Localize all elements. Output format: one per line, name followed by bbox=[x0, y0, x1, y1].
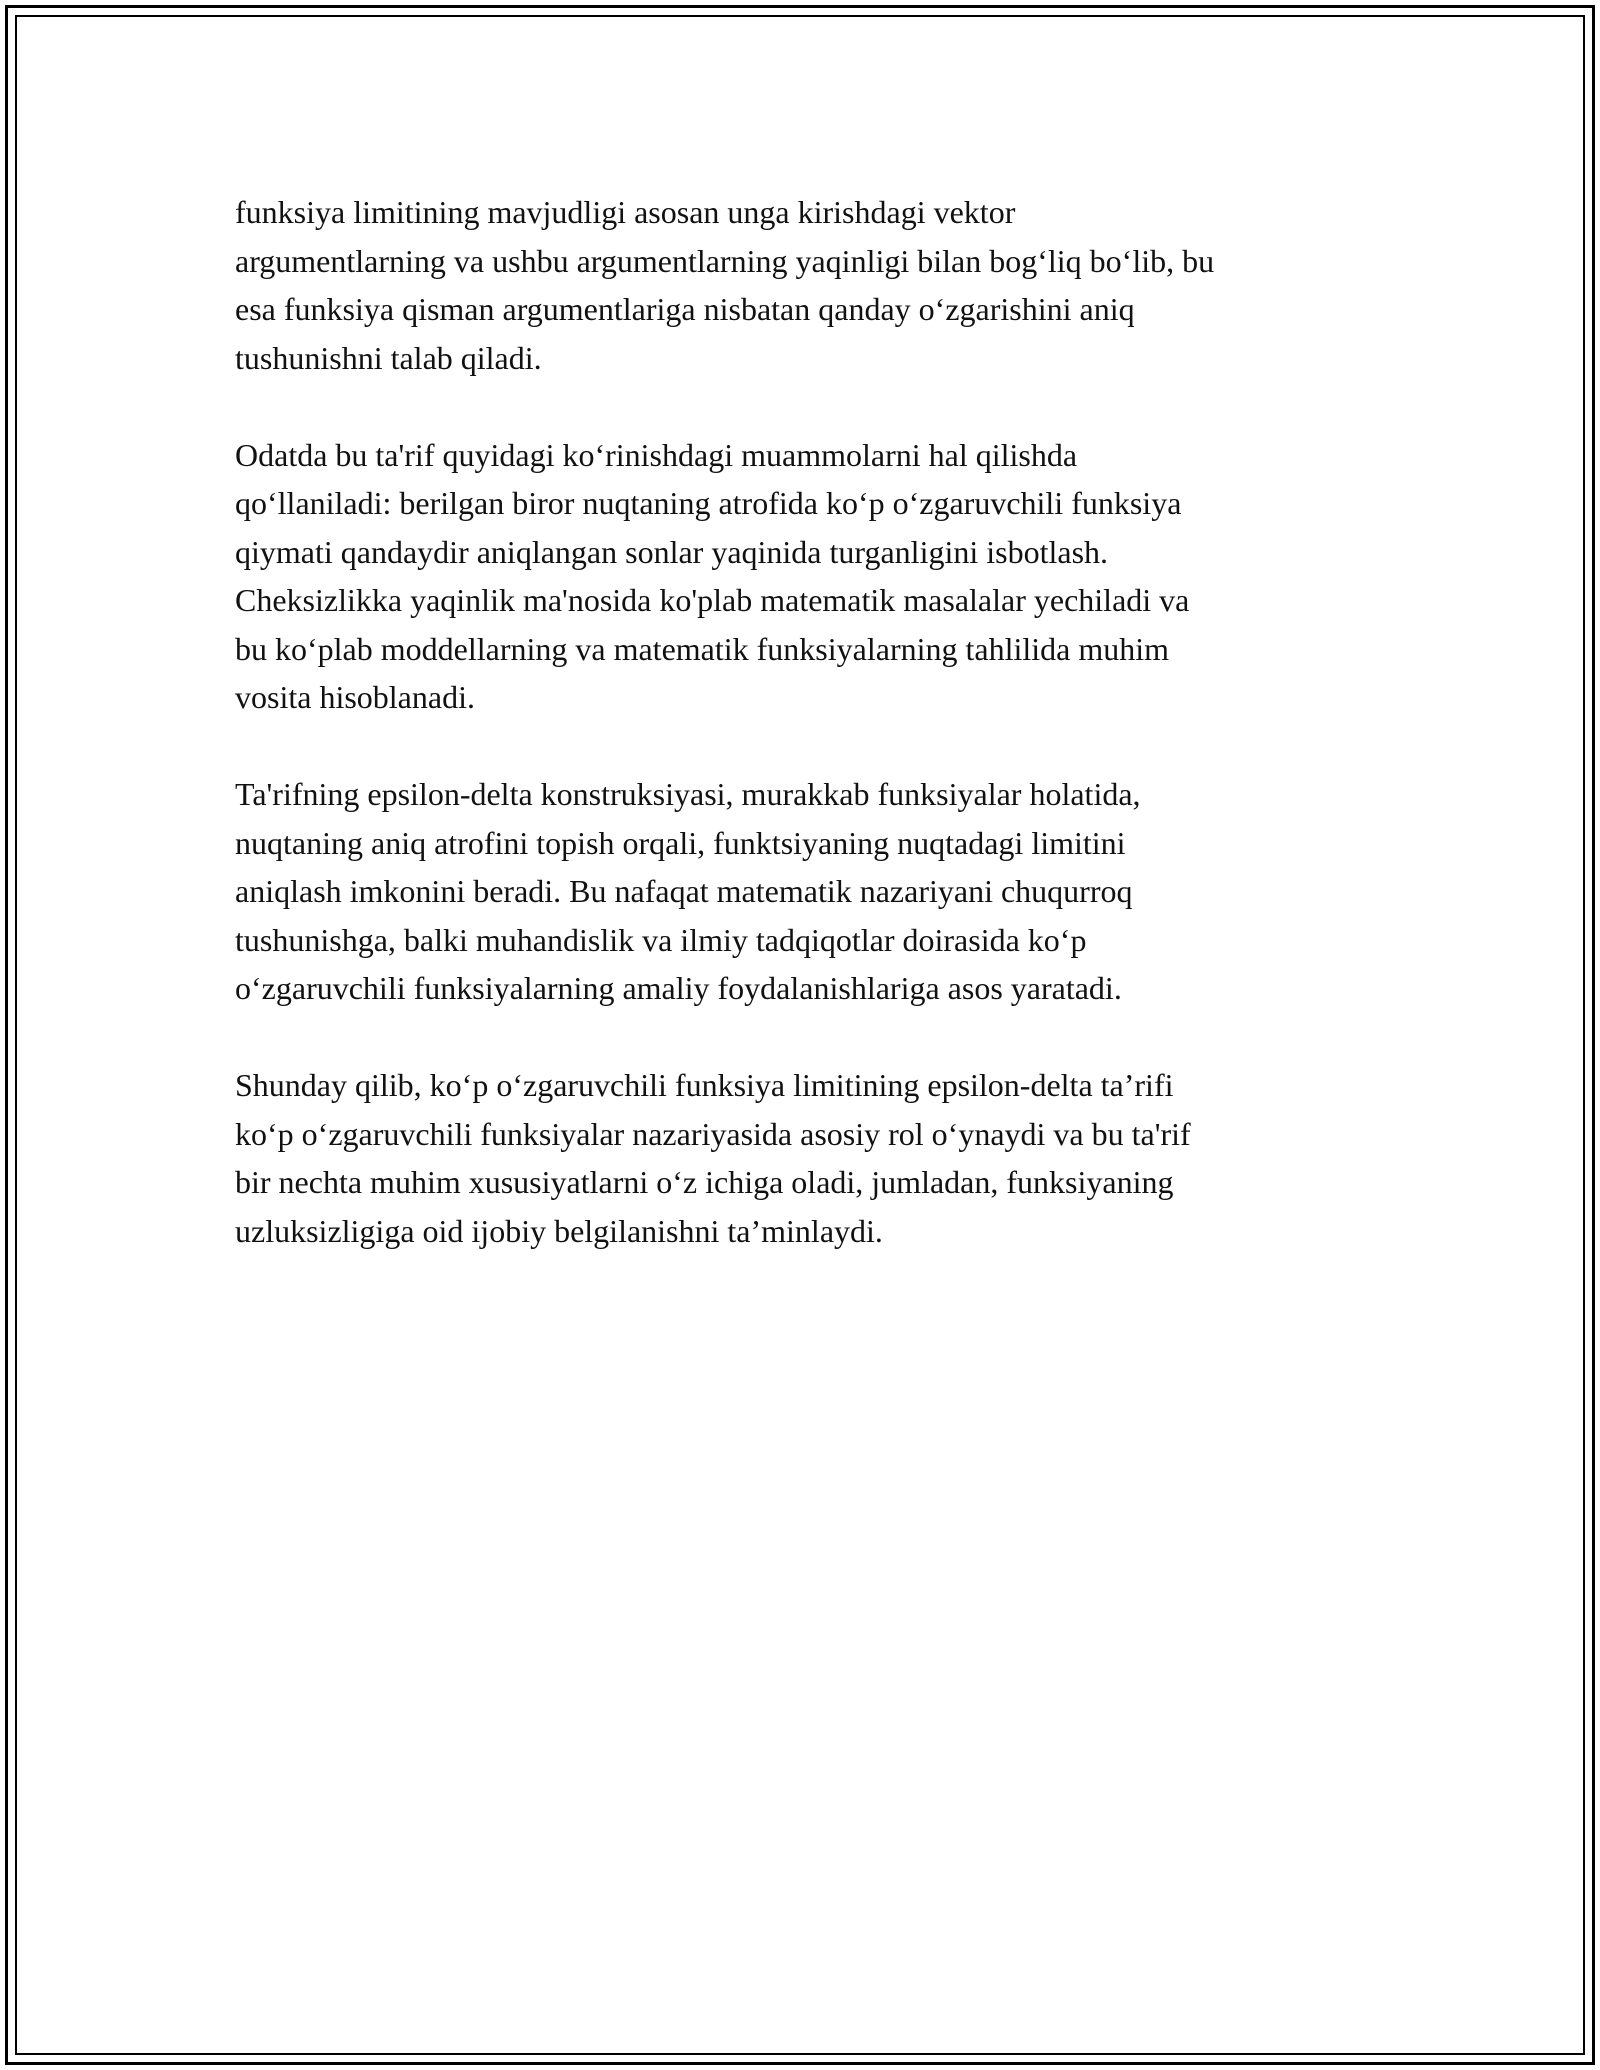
paragraph: Ta'rifning epsilon-delta konstruksiyasi, murakkab funksiyalar holatida, nuqtaning aniq atrofini topish orqali, funktsiyaning nuqtadagi limitini aniqlash imkonini beradi. Bu nafaqat matematik nazariyani chuqurroq tushunishga, balki muhandislik va ilmiy tadqiqotlar doirasida ko‘p o‘zgaruvchili funksiyalarning amaliy foydalanishlariga asos yaratadi. bbox=[235, 776, 1141, 1006]
paragraph: Shunday qilib, ko‘p o‘zgaruvchili funksiya limitining epsilon-delta ta’rifi ko‘p o‘zgaruvchili funksiyalar nazariyasida asosiy rol o‘ynaydi va bu ta'rif bir nechta muhim xususiyatlarni o‘z ichiga oladi, jumladan, funksiyaning uzluksizligiga oid ijobiy belgilanishni ta’minlaydi. bbox=[235, 1067, 1191, 1249]
paragraph: funksiya limitining mavjudligi asosan unga kirishdagi vektor argumentlarning va ushbu argumentlarning yaqinligi bilan bog‘liq bo‘lib, bu esa funksiya qisman argumentlariga nisbatan qanday o‘zgarishini aniq tushunishni talab qiladi. bbox=[235, 194, 1215, 376]
document-body bbox=[235, 188, 1370, 1255]
paragraph: Odatda bu ta'rif quyidagi ko‘rinishdagi muammolarni hal qilishda qo‘llaniladi: berilgan biror nuqtaning atrofida ko‘p o‘zgaruvchili funksiya qiymati qandaydir aniqlangan sonlar yaqinida turganligini isbotlash. Cheksizlikka yaqinlik ma'nosida ko'plab matematik masalalar yechiladi va bu ko‘plab moddellarning va matematik funksiyalarning tahlilida muhim vosita hisoblanadi. bbox=[235, 436, 1190, 715]
